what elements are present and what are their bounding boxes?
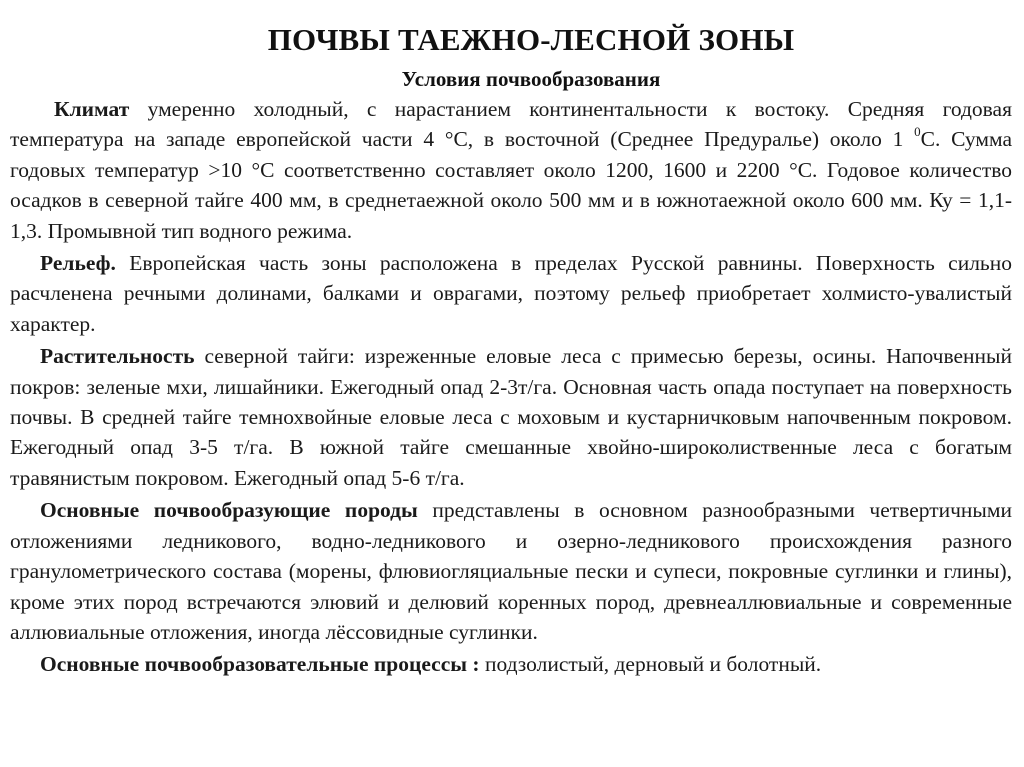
vegetation-text: северной тайги: изреженные еловые леса с примесью березы, осины. Напочвенный покров: зеленые мхи, лишайники. Ежегодный опад 2-3т/га. Основная часть опада поступает на поверхность почвы. В средней тайге темнохвойные еловые леса с моховым и кустарничковым напочвенным покровом. Ежегодный опад 3-5 т/га. В южной тайге смешанные хвойно-широколиственные леса с богатым травянистым покровом. Ежегодный опад 5-6 т/га. <box>10 344 1012 490</box>
relief-text: Европейская часть зоны расположена в пределах Русской равнины. Поверхность сильно расчленена речными долинами, балками и оврагами, поэтому рельеф приобретает холмисто-увалистый характер. <box>10 251 1012 336</box>
vegetation-paragraph <box>10 341 1012 493</box>
vegetation-label: Растительность <box>40 344 195 369</box>
rocks-text: представлены в основном разнообразными четвертичными отложениями ледникового, водно-ледникового и озерно-ледникового происхождения разного гранулометрического состава (морены, флювиогляциальные пески и супеси, покровные суглинки и глины), кроме этих пород встречаются элювий и делювий коренных пород, древнеаллювиальные и современные аллювиальные отложения, иногда лёссовидные суглинки. <box>10 498 1012 644</box>
processes-text: подзолистый, дерновый и болотный. <box>479 652 822 677</box>
page-title: ПОЧВЫ ТАЕЖНО-ЛЕСНОЙ ЗОНЫ <box>267 22 795 57</box>
rocks-label: Основные почвообразующие породы <box>40 498 418 523</box>
processes-label: Основные почвообразовательные процессы : <box>40 652 480 677</box>
relief-paragraph <box>10 248 1012 339</box>
climate-text-1: умеренно холодный, с нарастанием континентальности к востоку. Средняя годовая температура на западе европейской части 4 °С, в восточной (Среднее Предуралье) около 1 <box>10 97 1012 152</box>
climate-superscript: 0 <box>914 124 921 140</box>
section-subtitle: Условия почвообразования <box>401 67 661 91</box>
relief-label: Рельеф. <box>40 251 116 276</box>
climate-text-2: С. Сумма годовых температур >10 °С соответственно составляет около 1200, 1600 и 2200 °С. Годовое количество осадков в северной тайге 400 мм, в среднетаежной около 500 мм и в южнотаежной около 600 мм. Ку = 1,1-1,3. Промывной тип водного режима. <box>10 127 1012 243</box>
climate-label: Климат <box>54 97 130 121</box>
processes-paragraph <box>10 649 1012 679</box>
rocks-paragraph <box>10 495 1012 647</box>
climate-paragraph <box>10 94 1012 246</box>
